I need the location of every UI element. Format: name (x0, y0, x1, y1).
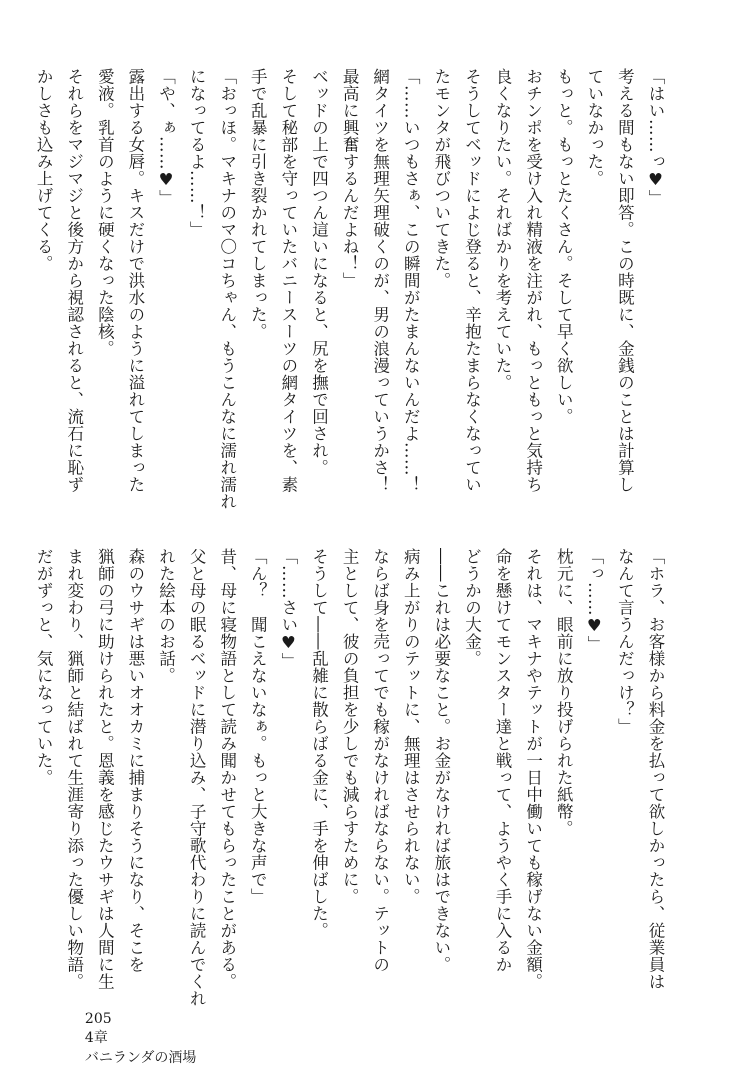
chapter-label: 4章 (84, 1030, 108, 1046)
text-column: 網タイツを無理矢理破くのが、男の浪漫っていうかさ！ (370, 68, 390, 493)
text-column: になってるよ……！」 (187, 68, 207, 238)
text-column: 「ホラ、お客様から料金を払って欲しかったら、従業員は (646, 548, 665, 990)
text-column: 「……さい♥」 (278, 548, 298, 670)
text-column: それらをマジマジと後方から視認されると、流石に恥ず (64, 68, 84, 493)
text-column: 愛液。乳首のように硬くなった陰核。 (95, 68, 115, 357)
text-column: ――これは必要なこと。お金がなければ旅はできない。 (431, 548, 451, 973)
text-column: 露出する女唇。キスだけで洪水のように溢れてしまった (125, 68, 145, 493)
text-column: まれ変わり、猟師と結ばれて生涯寄り添った優しい物語。 (64, 548, 84, 990)
text-column: 昔、母に寝物語として読み聞かせてもらったことがある。 (217, 548, 237, 990)
text-column: 考える間もない即答。この時既に、金銭のことは計算し (615, 68, 635, 493)
text-column: 主として、彼の負担を少しでも減らすために。 (340, 548, 360, 905)
text-column: たモンタが飛びついてきた。 (431, 68, 451, 289)
text-column: ならば身を売ってでも稼がなければならない。テットの (370, 548, 390, 973)
text-column: 枕元に、眼前に放り投げられた紙幣。 (554, 548, 574, 837)
section-title: バニランダの酒場 (84, 1050, 197, 1066)
text-column: なんて言うんだっけ？」 (615, 548, 635, 735)
text-column: 森のウサギは悪いオオカミに捕まりそうになり、そこを (125, 548, 145, 973)
text-column: それは、マキナやテットが一日中働いても稼げない金額。 (523, 548, 543, 990)
text-column: ていなかった。 (584, 68, 604, 187)
text-column: 「っ……♥」 (584, 548, 604, 653)
text-column: 猟師の弓に助けられたと。恩義を感じたウサギは人間に生 (95, 548, 115, 990)
text-column: 「……いつもさぁ、この瞬間がたまんないんだよ……！ (401, 68, 421, 493)
text-column: ベッドの上で四つん這いになると、尻を撫で回され。 (309, 68, 329, 476)
text-column: 「ん？ 聞こえないなぁ。もっと大きな声で」 (248, 548, 268, 905)
text-column: そして秘部を守っていたバニースーツの網タイツを、素 (278, 68, 298, 493)
text-column: おチンポを受け入れ精液を注がれ、もっともっと気持ち (523, 68, 543, 493)
text-column: そうして――乱雑に散らばる金に、手を伸ばした。 (309, 548, 329, 939)
text-column: もっと。もっとたくさん。そして早く欲しい。 (554, 68, 574, 425)
text-column: 「はい……っ♥」 (646, 68, 665, 207)
text-column: 命を懸けてモンスター達と戦って、ようやく手に入るか (493, 548, 513, 973)
text-column: 「おっほ。マキナのマ〇コちゃん、もうこんなに濡れ濡れ (217, 68, 237, 510)
text-column: かしさも込み上げてくる。 (34, 68, 54, 272)
page-number: 205 (84, 1011, 112, 1027)
text-column: 病み上がりのテットに、無理はさせられない。 (401, 548, 421, 905)
lower-text-block (34, 548, 670, 1007)
text-column: 父と母の眠るベッドに潜り込み、子守歌代わりに読んでくれ (187, 548, 207, 1007)
text-column: だがずっと、気になっていた。 (34, 548, 54, 786)
text-column: どうかの大金。 (462, 548, 482, 667)
page-footer (76, 995, 210, 1067)
text-column: そうしてベッドによじ登ると、辛抱たまらなくなってい (462, 68, 482, 493)
text-column: 最高に興奮するんだよね！」 (340, 68, 360, 289)
text-column: 「や、ぁ……♥」 (156, 68, 176, 207)
text-column: 手で乱暴に引き裂かれてしまった。 (248, 68, 268, 340)
text-column: れた絵本のお話。 (156, 548, 176, 684)
text-column: 良くなりたい。そればかりを考えていた。 (493, 68, 513, 391)
upper-text-block (34, 68, 670, 510)
